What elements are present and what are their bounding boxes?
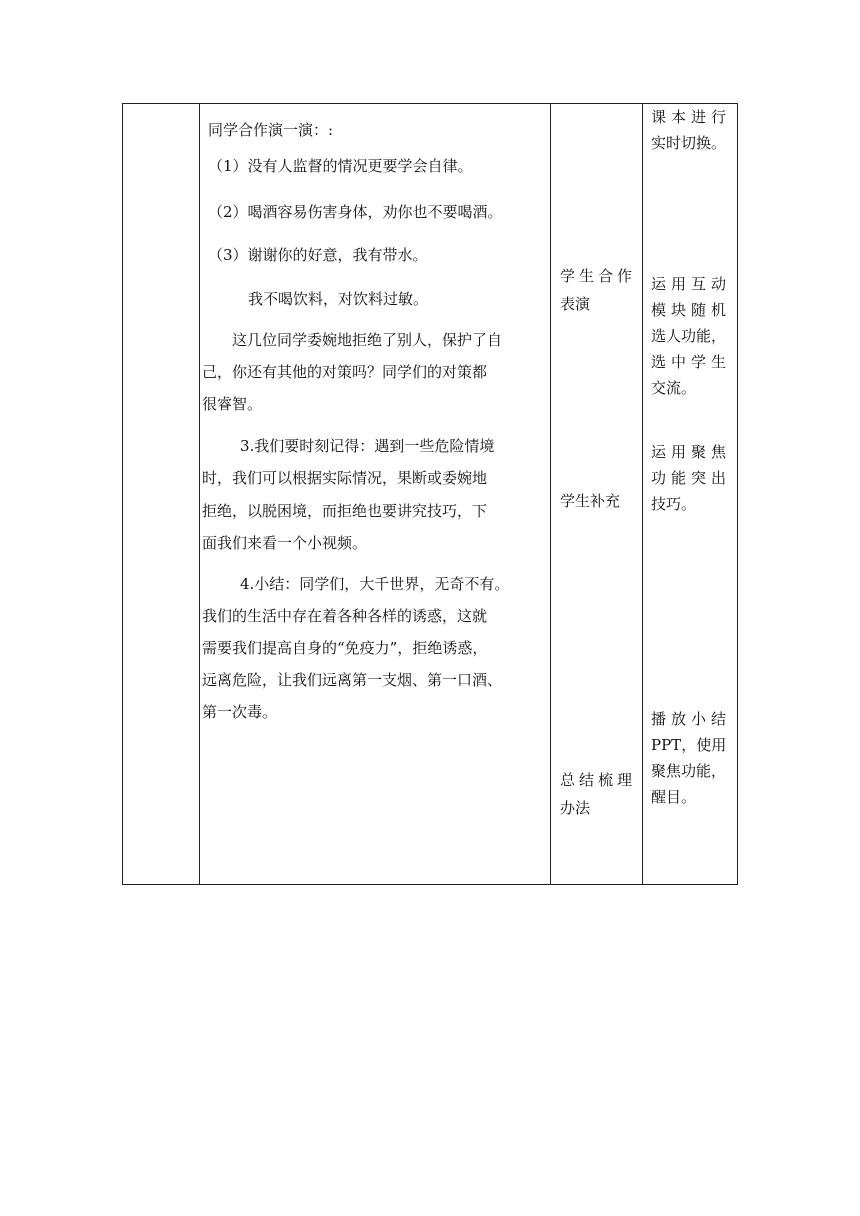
text-line: 选中学生 [651,353,732,371]
text-line: 办法 [560,799,591,817]
text-line: 课本进行 [651,108,732,126]
text-line: 聚焦功能， [651,762,727,780]
text-line: 面我们来看一个小视频。 [202,534,368,552]
text-line: 运用聚焦 [651,443,732,461]
text-line: 实时切换。 [651,134,727,152]
text-line: 模块随机 [651,301,732,319]
text-line: 第一次毒。 [202,703,278,721]
text-line: 交流。 [651,379,697,397]
text-line: （2）喝酒容易伤害身体，劝你也不要喝酒。 [208,203,503,221]
design-intent-cell [643,104,738,884]
text-line: PPT，使用 [651,736,727,754]
empty-cell [123,104,199,884]
text-line: 我们的生活中存在着各种各样的诱惑，这就 [202,607,488,625]
teacher-activity-cell [200,104,550,884]
text-line: 己，你还有其他的对策吗？同学们的对策都 [202,363,488,381]
text-line: （1）没有人监督的情况更要学会自律。 [208,157,473,175]
text-line: 很睿智。 [202,395,263,413]
text-line: 这几位同学委婉地拒绝了别人，保护了自 [232,331,503,349]
text-line: 运用互动 [651,275,732,293]
text-line: 拒绝，以脱困境，而拒绝也要讲究技巧，下 [202,502,488,520]
text-line: 总结梳理 [560,771,637,789]
text-line: 功能突出 [651,469,732,487]
text-line: 醒目。 [651,788,697,806]
text-line: 表演 [560,295,591,313]
text-line: 远离危险，让我们远离第一支烟、第一口酒、 [202,671,503,689]
text-line: 4.小结：同学们，大千世界，无奇不有。 [240,575,510,593]
text-line: 我不喝饮料，对饮料过敏。 [248,290,429,308]
text-line: 学生合作 [560,267,637,285]
text-line: 选人功能， [651,327,727,345]
text-line: 技巧。 [651,495,697,513]
text-line: 时，我们可以根据实际情况，果断或委婉地 [202,469,488,487]
text-line: （3）谢谢你的好意，我有带水。 [208,246,428,264]
text-line: 播放小结 [651,710,732,728]
text-line: 需要我们提高自身的“免疫力”，拒绝诱惑， [202,639,488,657]
lesson-plan-table [122,103,738,885]
student-activity-cell [551,104,642,884]
text-line: 3.我们要时刻记得：遇到一些危险情境 [240,437,495,455]
text-line: 学生补充 [560,492,621,510]
text-line: 同学合作演一演：: [208,121,334,139]
